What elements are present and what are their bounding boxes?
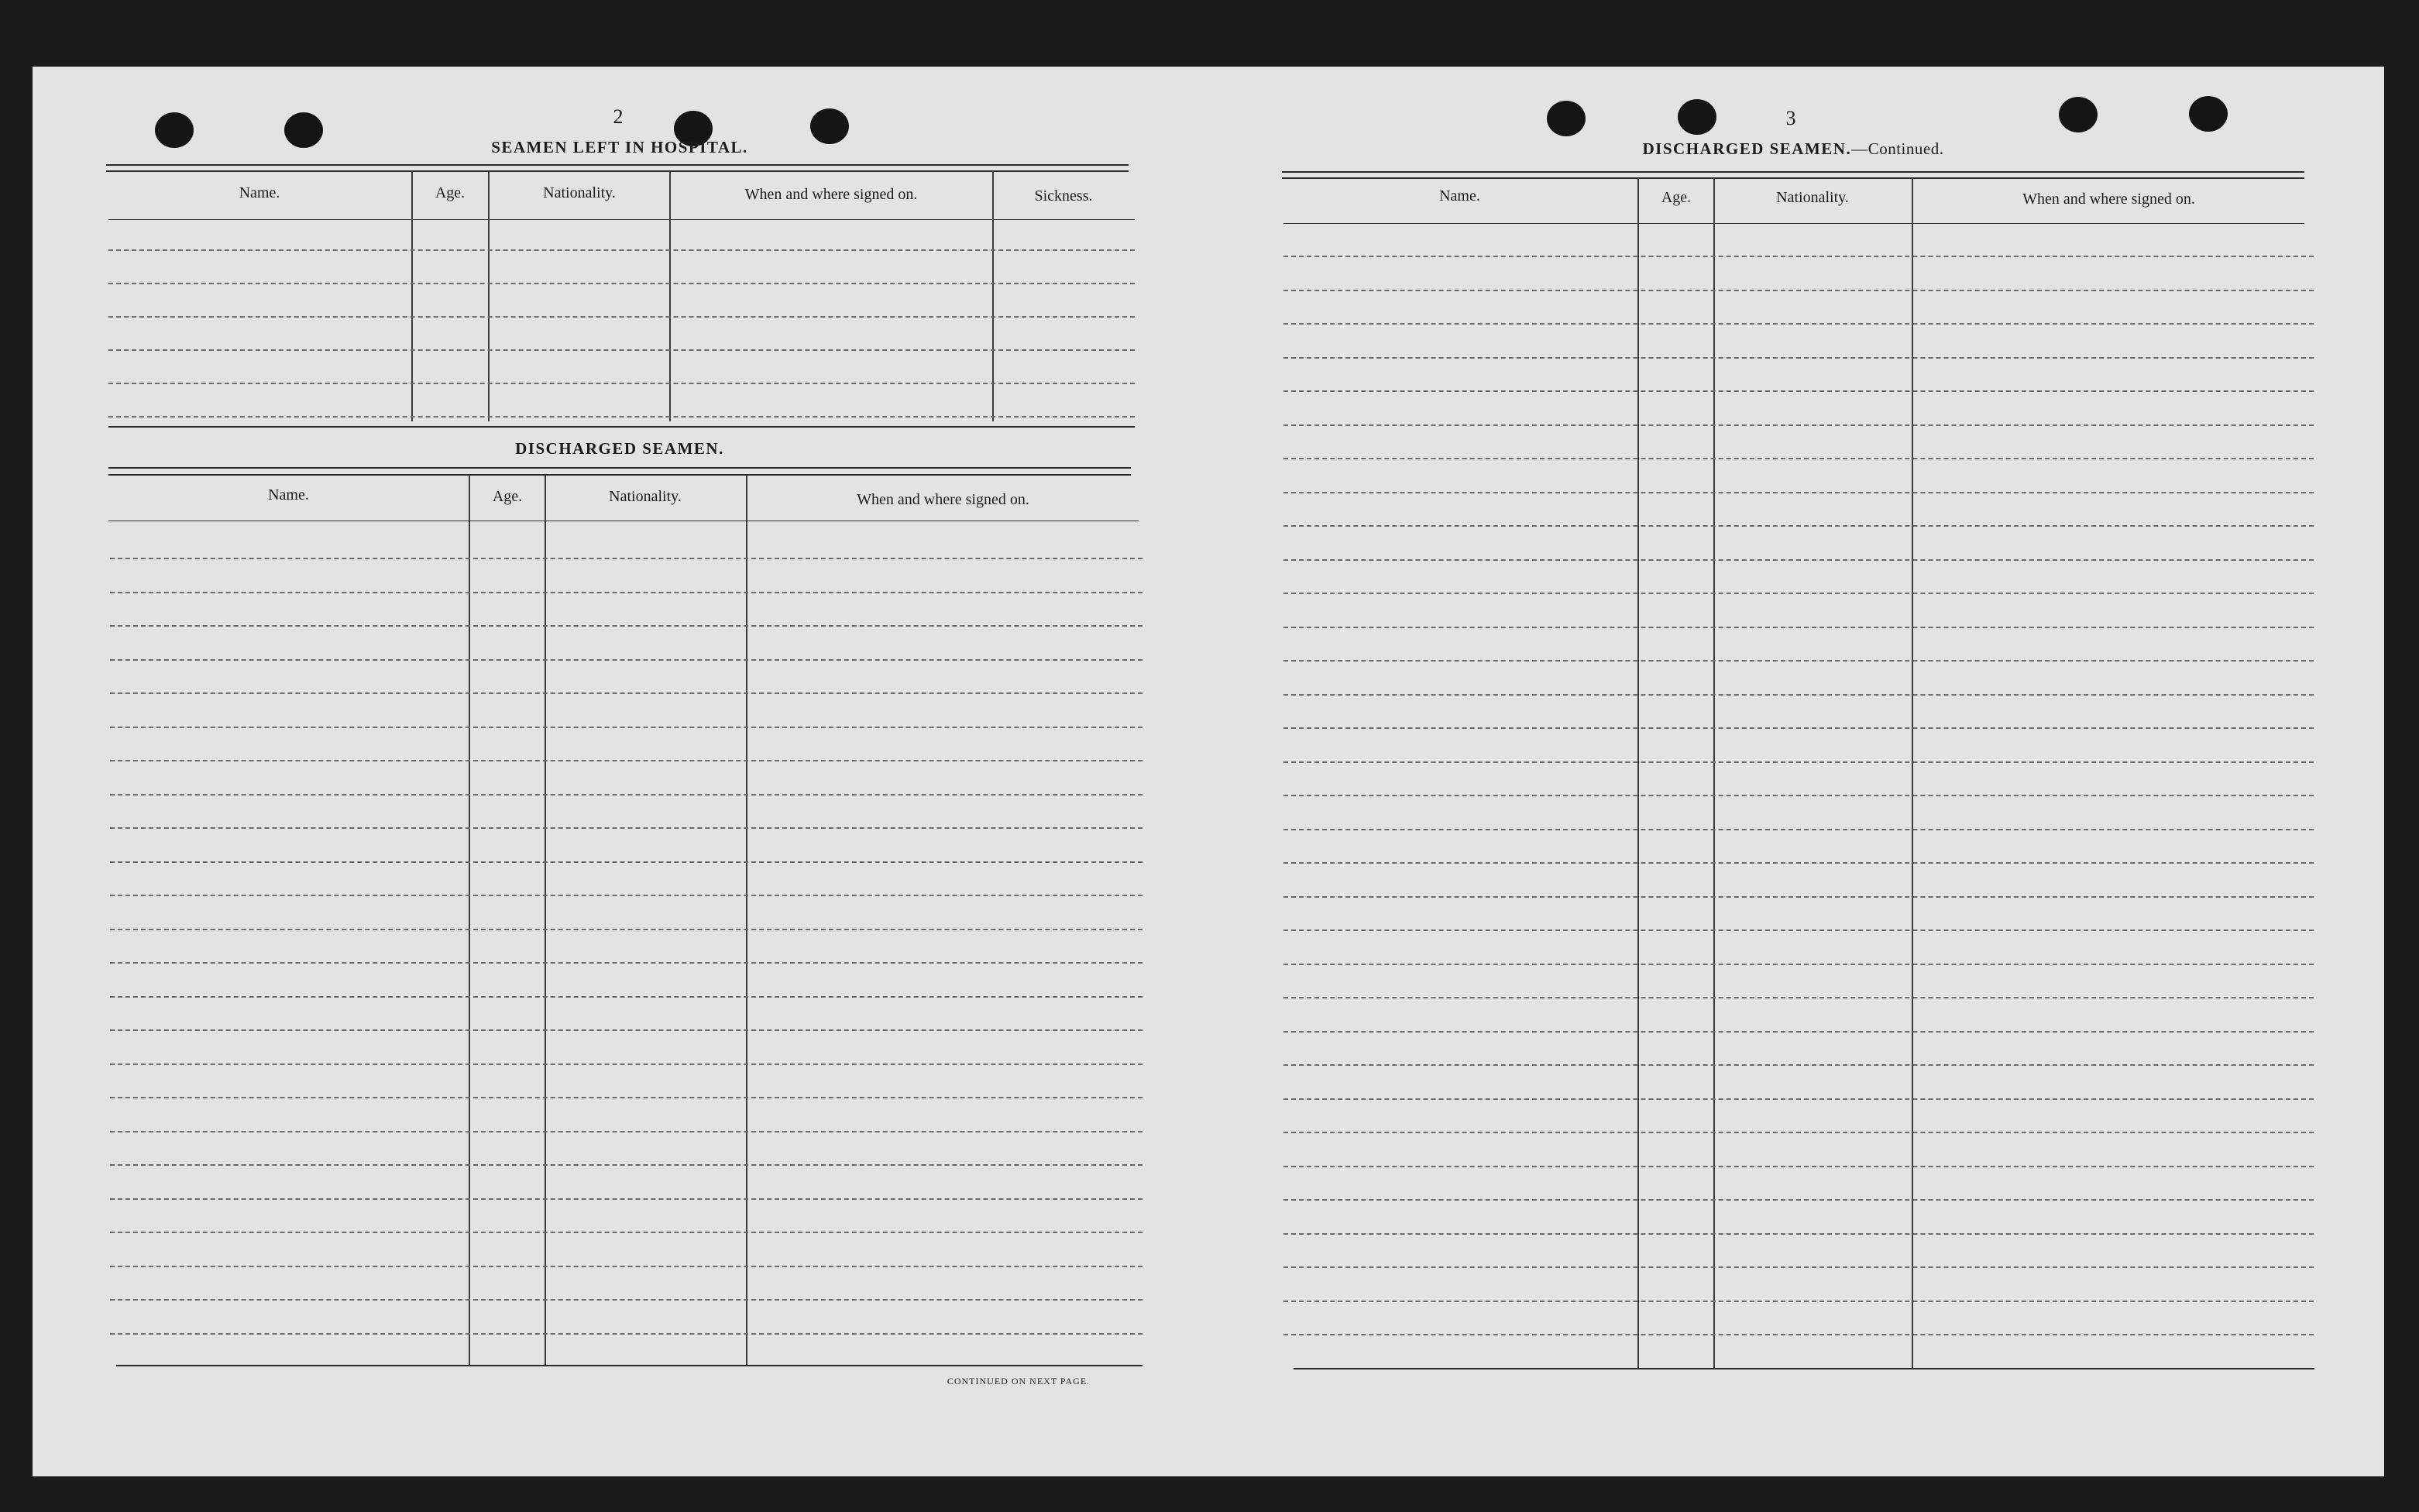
blank-ruled-line: [1283, 357, 2314, 359]
blank-ruled-line: [1283, 1064, 2314, 1066]
blank-ruled-line: [1283, 964, 2314, 965]
discharged-col-age: Age.: [492, 488, 523, 505]
blank-ruled-line: [110, 1198, 1142, 1200]
blank-ruled-line: [110, 692, 1142, 694]
blank-ruled-line: [1283, 1031, 2314, 1033]
blank-ruled-line: [110, 727, 1142, 728]
punch-hole: [2189, 96, 2228, 132]
blank-ruled-line: [110, 592, 1142, 593]
blank-ruled-line: [110, 625, 1142, 627]
hospital-col-when-where: When and where signed on.: [744, 186, 918, 203]
discharged-top-rule: [108, 467, 1131, 469]
right-col-nationality: Nationality.: [1776, 189, 1849, 206]
blank-ruled-line: [1283, 492, 2314, 493]
blank-ruled-line: [1283, 795, 2314, 796]
blank-ruled-line: [110, 1299, 1142, 1301]
blank-ruled-line: [110, 1232, 1142, 1233]
blank-ruled-line: [1283, 1199, 2314, 1201]
hospital-section-title: SEAMEN LEFT IN HOSPITAL.: [491, 138, 748, 156]
blank-ruled-line: [110, 1097, 1142, 1098]
right-top-rule: [1282, 171, 2304, 173]
right-col-age: Age.: [1661, 189, 1692, 206]
blank-ruled-line: [1283, 458, 2314, 459]
hospital-top-rule: [106, 170, 1129, 172]
blank-ruled-line: [110, 1164, 1142, 1166]
right-section-title: [1580, 139, 2006, 159]
blank-ruled-line: [1283, 1301, 2314, 1302]
hospital-top-rule: [106, 164, 1129, 166]
blank-ruled-line: [1283, 627, 2314, 628]
blank-ruled-line: [1283, 1098, 2314, 1100]
discharged-col-name: Name.: [268, 486, 309, 503]
right-col-name: Name.: [1439, 187, 1480, 204]
blank-ruled-line: [1283, 1334, 2314, 1335]
blank-ruled-line: [110, 760, 1142, 761]
blank-ruled-line: [110, 659, 1142, 661]
blank-ruled-line: [1283, 997, 2314, 998]
punch-hole: [284, 112, 323, 148]
blank-ruled-line: [108, 383, 1135, 384]
right-bottom-rule: [1294, 1368, 2314, 1369]
discharged-bottom-rule: [116, 1365, 1142, 1366]
blank-ruled-line: [1283, 694, 2314, 696]
punch-hole: [155, 112, 194, 148]
continued-note: CONTINUED ON NEXT PAGE.: [947, 1376, 1091, 1387]
blank-ruled-line: [110, 895, 1142, 896]
blank-ruled-line: [110, 1333, 1142, 1335]
blank-ruled-line: [1283, 256, 2314, 257]
blank-ruled-line: [110, 1064, 1142, 1065]
blank-ruled-line: [1283, 761, 2314, 763]
discharged-section-title: DISCHARGED SEAMEN.: [515, 439, 724, 458]
punch-hole: [2059, 97, 2098, 132]
blank-ruled-line: [108, 316, 1135, 318]
page-number: 2: [613, 105, 624, 128]
blank-ruled-line: [1283, 896, 2314, 898]
punch-hole: [1678, 99, 1716, 135]
blank-ruled-line: [1283, 862, 2314, 864]
blank-ruled-line: [1283, 1166, 2314, 1167]
page-number: 3: [1785, 107, 1796, 129]
blank-ruled-line: [1283, 1132, 2314, 1133]
blank-ruled-line: [108, 349, 1135, 351]
hospital-header-rule: [108, 219, 1135, 220]
blank-ruled-line: [110, 929, 1142, 930]
blank-ruled-line: [1283, 1266, 2314, 1268]
right-header-rule: [1283, 223, 2304, 224]
right-col-when-where: When and where signed on.: [2022, 191, 2195, 208]
blank-ruled-line: [110, 1266, 1142, 1267]
hospital-col-nationality: Nationality.: [543, 184, 616, 201]
discharged-top-rule: [108, 474, 1131, 476]
blank-ruled-line: [110, 996, 1142, 998]
right-title-main: DISCHARGED SEAMEN.: [1642, 139, 1852, 158]
blank-ruled-line: [1283, 930, 2314, 931]
blank-ruled-line: [110, 794, 1142, 796]
blank-ruled-line: [1283, 424, 2314, 426]
hospital-col-age: Age.: [435, 184, 466, 201]
hospital-col-sickness: Sickness.: [1034, 187, 1093, 204]
discharged-col-when-where: When and where signed on.: [857, 491, 1029, 508]
blank-ruled-line: [110, 1131, 1142, 1132]
blank-ruled-line: [110, 962, 1142, 964]
blank-ruled-line: [108, 249, 1135, 251]
blank-ruled-line: [108, 283, 1135, 284]
blank-ruled-line: [1283, 1233, 2314, 1235]
blank-ruled-line: [1283, 727, 2314, 729]
hospital-col-name: Name.: [239, 184, 280, 201]
blank-ruled-line: [110, 1029, 1142, 1031]
right-title-continued: —Continued.: [1851, 139, 1944, 158]
punch-hole: [1547, 101, 1586, 136]
right-top-rule: [1282, 177, 2304, 179]
blank-ruled-line: [1283, 323, 2314, 325]
blank-ruled-line: [1283, 829, 2314, 830]
blank-ruled-line: [1283, 559, 2314, 561]
discharged-col-nationality: Nationality.: [609, 488, 682, 505]
blank-ruled-line: [1283, 390, 2314, 392]
blank-ruled-line: [1283, 525, 2314, 527]
blank-ruled-line: [1283, 660, 2314, 662]
hospital-bottom-rule: [108, 426, 1135, 428]
blank-ruled-line: [108, 416, 1135, 418]
blank-ruled-line: [110, 861, 1142, 863]
blank-ruled-line: [110, 827, 1142, 829]
blank-ruled-line: [1283, 290, 2314, 291]
blank-ruled-line: [110, 558, 1142, 559]
blank-ruled-line: [1283, 593, 2314, 594]
